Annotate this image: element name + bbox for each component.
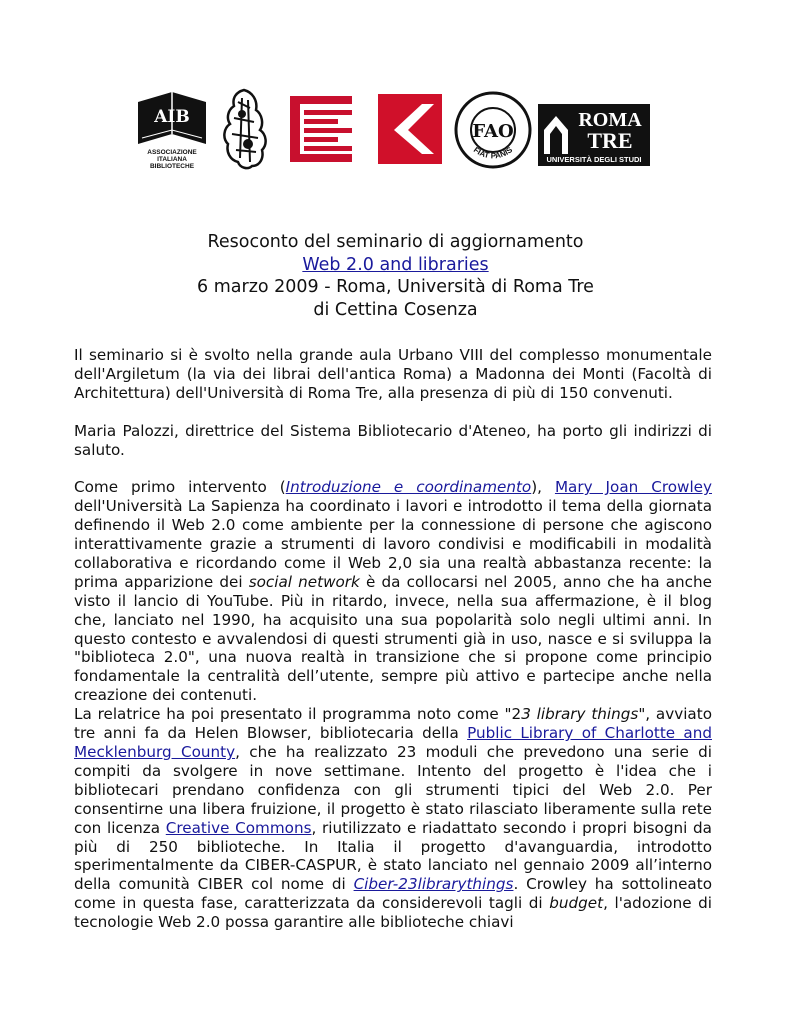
paragraph-first-talk xyxy=(74,478,712,705)
text-span: La relatrice ha poi presentato il programma noto come "2 xyxy=(74,705,522,724)
emblem-figure-logo xyxy=(218,88,270,172)
aib-caption-1: ASSOCIAZIONE xyxy=(147,149,197,156)
text-span: . Crowley ha sottolineato come in questa fase, caratterizzata da considerevoli tagli di xyxy=(74,875,712,913)
text-span: , l'adozione di tecnologie Web 2.0 possa garantire alle biblioteche chiavi xyxy=(74,894,712,932)
link-creative-commons[interactable]: Creative Commons xyxy=(165,818,312,837)
report-title: Resoconto del seminario di aggiornamento xyxy=(207,232,584,252)
text-span: , riutilizzato e riadattato secondo i propri bisogni da più di 250 biblioteche. In Italia il progetto d'avanguardia, introdotto sperimentalmente da CIBER-CASPUR, è stato lanciato nel gennaio 2009 all’interno della comunità CIBER col nome di xyxy=(74,818,712,894)
text-span: Come primo intervento ( xyxy=(74,478,286,497)
text-span: è da collocarsi nel 2005, anno che ha anche visto il lancio di YouTube. Più in ritardo, invece, nella sua affermazione, è il blog che, lanciato nel 1990, ha acquisito una sua popolarità solo negli ultimi anni. In questo contesto e avvalendosi di questi strumenti già in uso, nasce e si sviluppa la "biblioteca 2.0", una nuova realtà in transizione che si propone come principio fondamentale la centralità dell’utente, sempre più attivo e partecipe anche nella creazione dei contenuti. xyxy=(74,572,712,705)
aib-logo-text: AIB xyxy=(154,107,190,127)
author-line: di Cettina Cosenza xyxy=(313,299,478,320)
event-date-location: 6 marzo 2009 - Roma, Università di Roma Tre xyxy=(197,277,594,297)
text-span: , che ha realizzato 23 moduli che prevedono una serie di compiti da svolgere in nove settimane. Intento del progetto è l'idea che i bibliotecari prendano confidenza con gli strumenti tipici del Web 2.0. Per consentirne una libera fruizione, il progetto è stato rilasciato liberamente sulla rete con licenza xyxy=(74,743,712,837)
aib-logo xyxy=(134,88,210,172)
text-span: ", avviato tre anni fa da Helen Blowser, bibliotecaria della xyxy=(74,705,712,743)
roma-tre-caption: UNIVERSITÀ DEGLI STUDI xyxy=(546,155,642,164)
link-ciber-23librarythings[interactable]: Ciber-23librarythings xyxy=(353,875,514,894)
fao-logo xyxy=(454,90,532,170)
ciber-logo xyxy=(290,96,352,162)
emphasis-budget: budget xyxy=(549,894,604,913)
text-span: dell'Università La Sapienza ha coordinato i lavori e introdotto il tema della giornata definendo il Web 2.0 come ambiente per la connessione di persone che agiscono interattivamente grazie a strumenti di lavoro condivisi e modificabili in modalità collaborativa e ricordando come il Web 2,0 sia una realtà abbastanza recente: la prima apparizione dei xyxy=(74,497,712,591)
link-introduzione[interactable]: Introduzione e coordinamento xyxy=(285,478,532,497)
fao-logo-text: FAO xyxy=(472,121,514,142)
emphasis-library-things: 3 library things xyxy=(521,705,639,724)
title-block xyxy=(0,231,791,321)
aib-caption-2: ITALIANA xyxy=(157,156,187,163)
roma-tre-logo xyxy=(538,104,650,166)
roma-tre-line1: ROMA xyxy=(578,109,642,131)
paragraph-venue: Il seminario si è svolto nella grande aula Urbano VIII del complesso monumentale dell'Argiletum (la via dei librai dell'antica Roma) a Madonna dei Monti (Facoltà di Architettura) dell'Università di Roma Tre, alla presenza di più di 150 convenuti. xyxy=(74,346,712,402)
paragraph-greetings: Maria Palozzi, direttrice del Sistema Bibliotecario d'Ateneo, ha porto gli indirizzi di saluto. xyxy=(74,421,712,459)
article-body xyxy=(74,346,712,932)
text-span: ), xyxy=(531,478,555,497)
logos-row xyxy=(134,88,650,172)
seminar-link[interactable]: Web 2.0 and libraries xyxy=(302,254,489,275)
caspur-logo xyxy=(378,94,442,164)
roma-tre-line2: TRE xyxy=(587,128,633,153)
aib-caption-3: BIBLIOTECHE xyxy=(149,163,195,170)
link-public-library-charlotte[interactable]: Public Library of Charlotte and Mecklenburg County xyxy=(74,724,712,761)
link-mary-joan-crowley[interactable]: Mary Joan Crowley xyxy=(554,478,712,497)
paragraph-23-things xyxy=(74,705,712,932)
emphasis-social-network: social network xyxy=(248,572,360,591)
fao-motto: FIAT PANIS xyxy=(471,145,515,161)
